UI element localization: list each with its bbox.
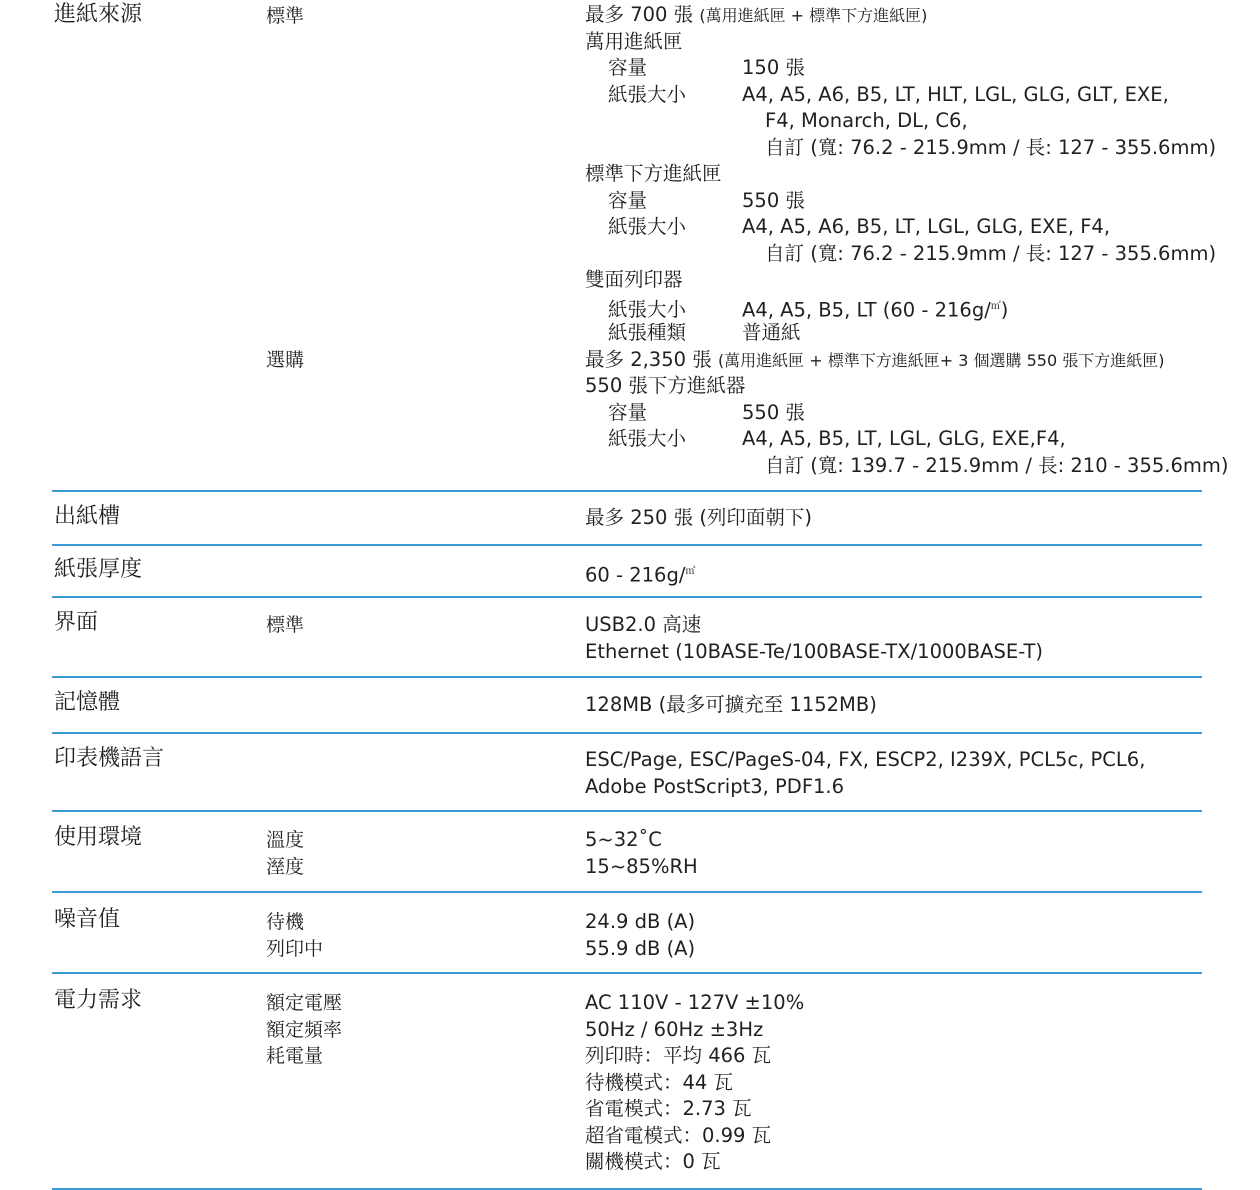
paper-weight-value: 60 - 216g/㎡: [585, 563, 696, 587]
noise-standby-value: 24.9 dB (A): [585, 910, 696, 933]
sub-label-standard: 標準: [266, 5, 305, 27]
row-output-tray: [52, 492, 1202, 546]
row-paper-weight: [52, 546, 1202, 598]
row-memory: [52, 678, 1202, 734]
sub-label-standby: 待機: [266, 911, 305, 933]
sub-labels: [266, 909, 323, 962]
option-feeder-size-line2: 自訂 (寬: 139.7 - 215.9mm / 長: 210 - 355.6mm): [765, 453, 1229, 477]
printer-language-values: [585, 747, 1145, 800]
spec-table: [52, 0, 1229, 1190]
category-label: 進紙來源: [54, 2, 143, 27]
sub-label-printing: 列印中: [266, 937, 324, 960]
duplex-title: 雙面列印器: [585, 268, 683, 291]
mp-tray-size-line3: 自訂 (寬: 76.2 - 215.9mm / 長: 127 - 355.6mm): [765, 135, 1217, 159]
power-printing-value: 列印時：平均 466 瓦: [585, 1044, 772, 1067]
category-label: 界面: [54, 610, 99, 635]
output-tray-value: 最多 250 張 (列印面朝下): [585, 506, 813, 529]
lower-tray-title: 標準下方進紙匣: [585, 162, 722, 185]
option-total: 最多 2,350 張 (萬用進紙匣 + 標準下方進紙匣+ 3 個選購 550 張下方進紙匣): [585, 347, 1165, 371]
sub-label-voltage: 額定電壓: [266, 992, 343, 1014]
category-label: 出紙槽: [54, 504, 121, 529]
sub-label-temperature: 溫度: [266, 829, 305, 851]
power-off-value: 關機模式：0 瓦: [585, 1150, 721, 1173]
option-feeder-size: 紙張大小 A4, A5, B5, LT, LGL, GLG, EXE,F4,: [608, 427, 1066, 450]
row-interface: [52, 598, 1202, 678]
mp-tray-size: 紙張大小 A4, A5, A6, B5, LT, HLT, LGL, GLG, GLT, EXE,: [608, 82, 1169, 106]
environment-values: [585, 827, 698, 880]
interface-usb: USB2.0 高速: [585, 613, 702, 636]
power-standby-value: 待機模式：44 瓦: [585, 1070, 734, 1094]
row-environment: [52, 812, 1202, 893]
category-label: 印表機語言: [54, 746, 165, 771]
option-feeder-capacity: 容量 550 張: [608, 400, 805, 424]
lower-tray-size-line2: 自訂 (寬: 76.2 - 215.9mm / 長: 127 - 355.6mm): [765, 241, 1217, 265]
category-label: 記憶體: [54, 690, 121, 715]
duplex-size: 紙張大小 A4, A5, B5, LT (60 - 216g/㎡): [608, 298, 1009, 321]
power-deep-saving-value: 超省電模式：0.99 瓦: [585, 1123, 772, 1147]
row-paper-source: [52, 0, 1229, 492]
paper-source-values: [585, 2, 1228, 479]
sub-labels: [266, 827, 304, 880]
mp-tray-capacity: 容量 150 張: [608, 56, 805, 79]
sub-labels: [266, 990, 342, 1070]
temperature-value: 5~32˚C: [585, 828, 662, 851]
lower-tray-size: 紙張大小 A4, A5, A6, B5, LT, LGL, GLG, EXE, F4,: [608, 215, 1111, 238]
lower-tray-capacity: 容量 550 張: [608, 188, 805, 212]
sub-label-consumption: 耗電量: [266, 1045, 324, 1067]
option-feeder-title: 550 張下方進紙器: [585, 374, 746, 397]
language-line: Adobe PostScript3, PDF1.6: [585, 774, 845, 798]
row-printer-language: [52, 734, 1202, 812]
mp-tray-title: 萬用進紙匣: [585, 29, 683, 53]
category-label: 電力需求: [54, 988, 143, 1013]
power-voltage-value: AC 110V - 127V ±10%: [585, 991, 805, 1014]
row-power: [52, 974, 1202, 1190]
language-line: ESC/Page, ESC/PageS-04, FX, ESCP2, I239X, PCL5c, PCL6,: [585, 748, 1146, 771]
category-label: 使用環境: [54, 825, 143, 850]
duplex-type: 紙張種類 普通紙: [608, 321, 801, 344]
sub-label-option: 選購: [266, 349, 305, 371]
sub-label-humidity: 溼度: [266, 855, 305, 878]
power-saving-value: 省電模式：2.73 瓦: [585, 1097, 752, 1120]
humidity-value: 15~85%RH: [585, 854, 698, 878]
sub-label-frequency: 額定頻率: [266, 1018, 343, 1041]
interface-ethernet: Ethernet (10BASE-Te/100BASE-TX/1000BASE-T): [585, 639, 1043, 663]
noise-values: [585, 909, 695, 962]
mp-tray-size-line2: F4, Monarch, DL, C6,: [765, 109, 968, 132]
power-frequency-value: 50Hz / 60Hz ±3Hz: [585, 1017, 764, 1041]
memory-value: 128MB (最多可擴充至 1152MB): [585, 693, 877, 716]
noise-printing-value: 55.9 dB (A): [585, 936, 696, 960]
standard-total: 最多 700 張 (萬用進紙匣 + 標準下方進紙匣): [585, 3, 928, 26]
row-noise: [52, 893, 1202, 974]
power-values: [585, 990, 804, 1176]
interface-values: [585, 612, 1043, 665]
category-label: 噪音值: [54, 907, 121, 932]
category-label: 紙張厚度: [54, 557, 143, 582]
sub-label: 標準: [266, 614, 305, 636]
